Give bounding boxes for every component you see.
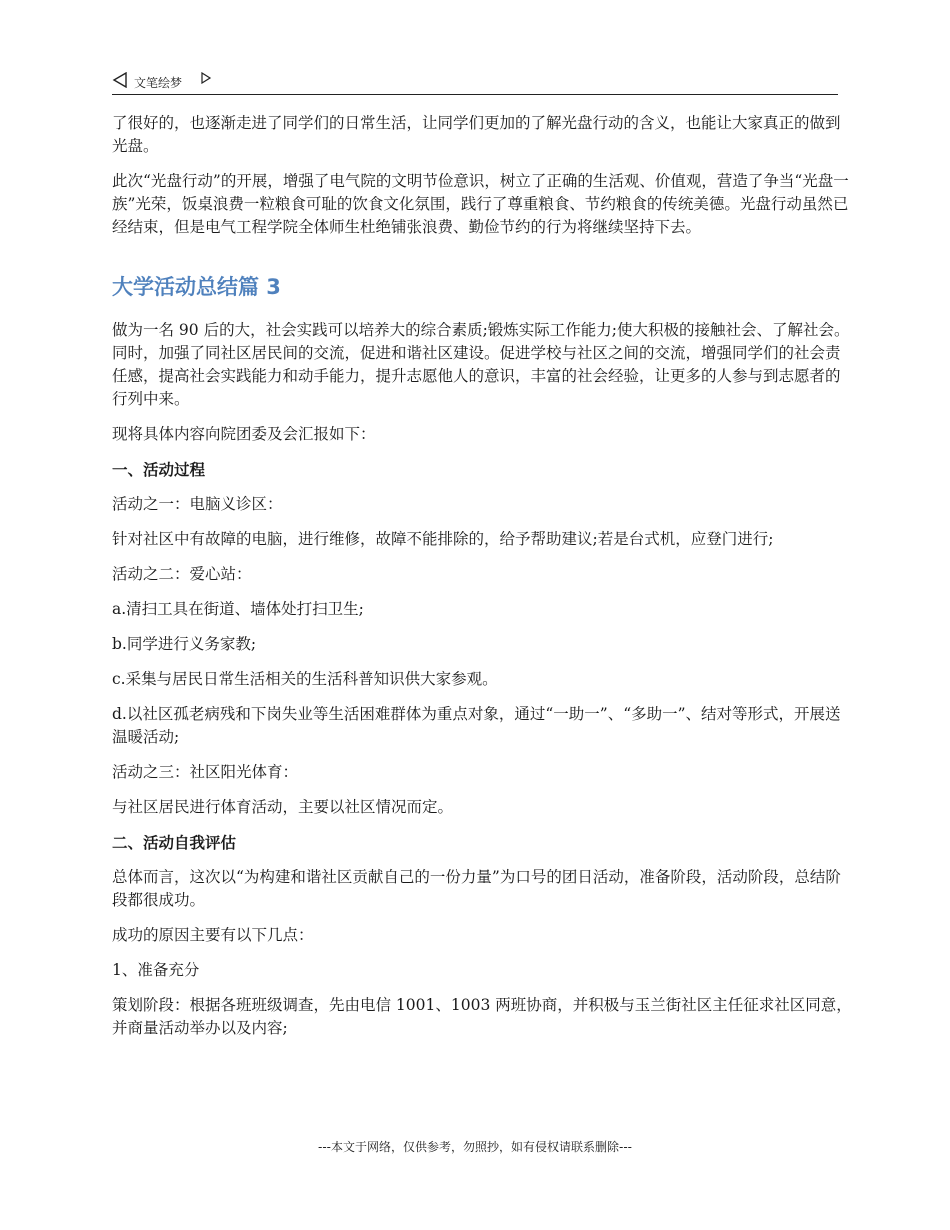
subheading-evaluation: 二、活动自我评估: [112, 833, 237, 852]
activity-2-item-c: c.采集与居民日常生活相关的生活科普知识供大家参观。: [112, 670, 498, 688]
page-footer: ---本文于网络，仅供参考，勿照抄，如有侵权请联系删除---: [318, 1140, 632, 1154]
paragraph: 此次“光盘行动”的开展，增强了电气院的文明节俭意识，树立了正确的生活观、价值观，营造了争当“光盘一族”光荣，饭桌浪费一粒粮食可耻的饮食文化氛围，践行了尊重粮食、节约粮食的传统美德。光盘行动虽然已经结束，但是电气工程学院全体师生杜绝铺张浪费、勤俭节约的行为将继续坚持下去。: [112, 172, 849, 236]
paragraph-evaluation: 总体而言，这次以“为构建和谐社区贡献自己的一份力量”为口号的团日活动，准备阶段，活动阶段，总结阶段都很成功。: [112, 868, 841, 909]
header-brand: 文笔绘梦: [134, 76, 183, 90]
triangle-left-icon: [112, 72, 128, 88]
activity-2-item-b: b.同学进行义务家教;: [112, 635, 257, 653]
document-body: [112, 112, 852, 1052]
paragraph: 了很好的，也逐渐走进了同学们的日常生活，让同学们更加的了解光盘行动的含义，也能让大家真正的做到光盘。: [112, 114, 841, 155]
paragraph-intro: 做为一名 90 后的大，社会实践可以培养大的综合素质;锻炼实际工作能力;使大积极的接触社会、了解社会。同时，加强了同社区居民间的交流，促进和谐社区建设。促进学校与社区之间的交流，增强同学们的社会责任感，提高社会实践能力和动手能力，提升志愿他人的意识，丰富的社会经验，让更多的人参与到志愿者的行列中来。: [112, 321, 850, 408]
activity-2-item-d: d.以社区孤老病残和下岗失业等生活困难群体为重点对象，通过“一助一”、“多助一”、结对等形式，开展送温暖活动;: [112, 705, 841, 746]
triangle-right-icon: [200, 72, 212, 84]
activity-2-item-a: a.清扫工具在街道、墙体处打扫卫生;: [112, 600, 364, 618]
paragraph-report: 现将具体内容向院团委及会汇报如下：: [112, 425, 376, 443]
paragraph-reasons: 成功的原因主要有以下几点：: [112, 926, 314, 944]
page-header: [112, 70, 838, 95]
activity-3-title: 活动之三：社区阳光体育：: [112, 763, 299, 781]
activity-1-title: 活动之一：电脑义诊区：: [112, 495, 283, 513]
activity-2-title: 活动之二：爱心站：: [112, 565, 252, 583]
activity-3-desc: 与社区居民进行体育活动，主要以社区情况而定。: [112, 798, 454, 816]
paragraph-plan: 策划阶段：根据各班班级调查，先由电信 1001、1003 两班协商，并积极与玉兰街社区主任征求社区同意，并商量活动举办以及内容;: [112, 996, 852, 1037]
point-1: 1、准备充分: [112, 961, 200, 979]
section-title: 大学活动总结篇 3: [112, 275, 281, 299]
subheading-process: 一、活动过程: [112, 460, 206, 479]
activity-1-desc: 针对社区中有故障的电脑，进行维修，故障不能排除的，给予帮助建议;若是台式机，应登门进行;: [112, 530, 774, 548]
